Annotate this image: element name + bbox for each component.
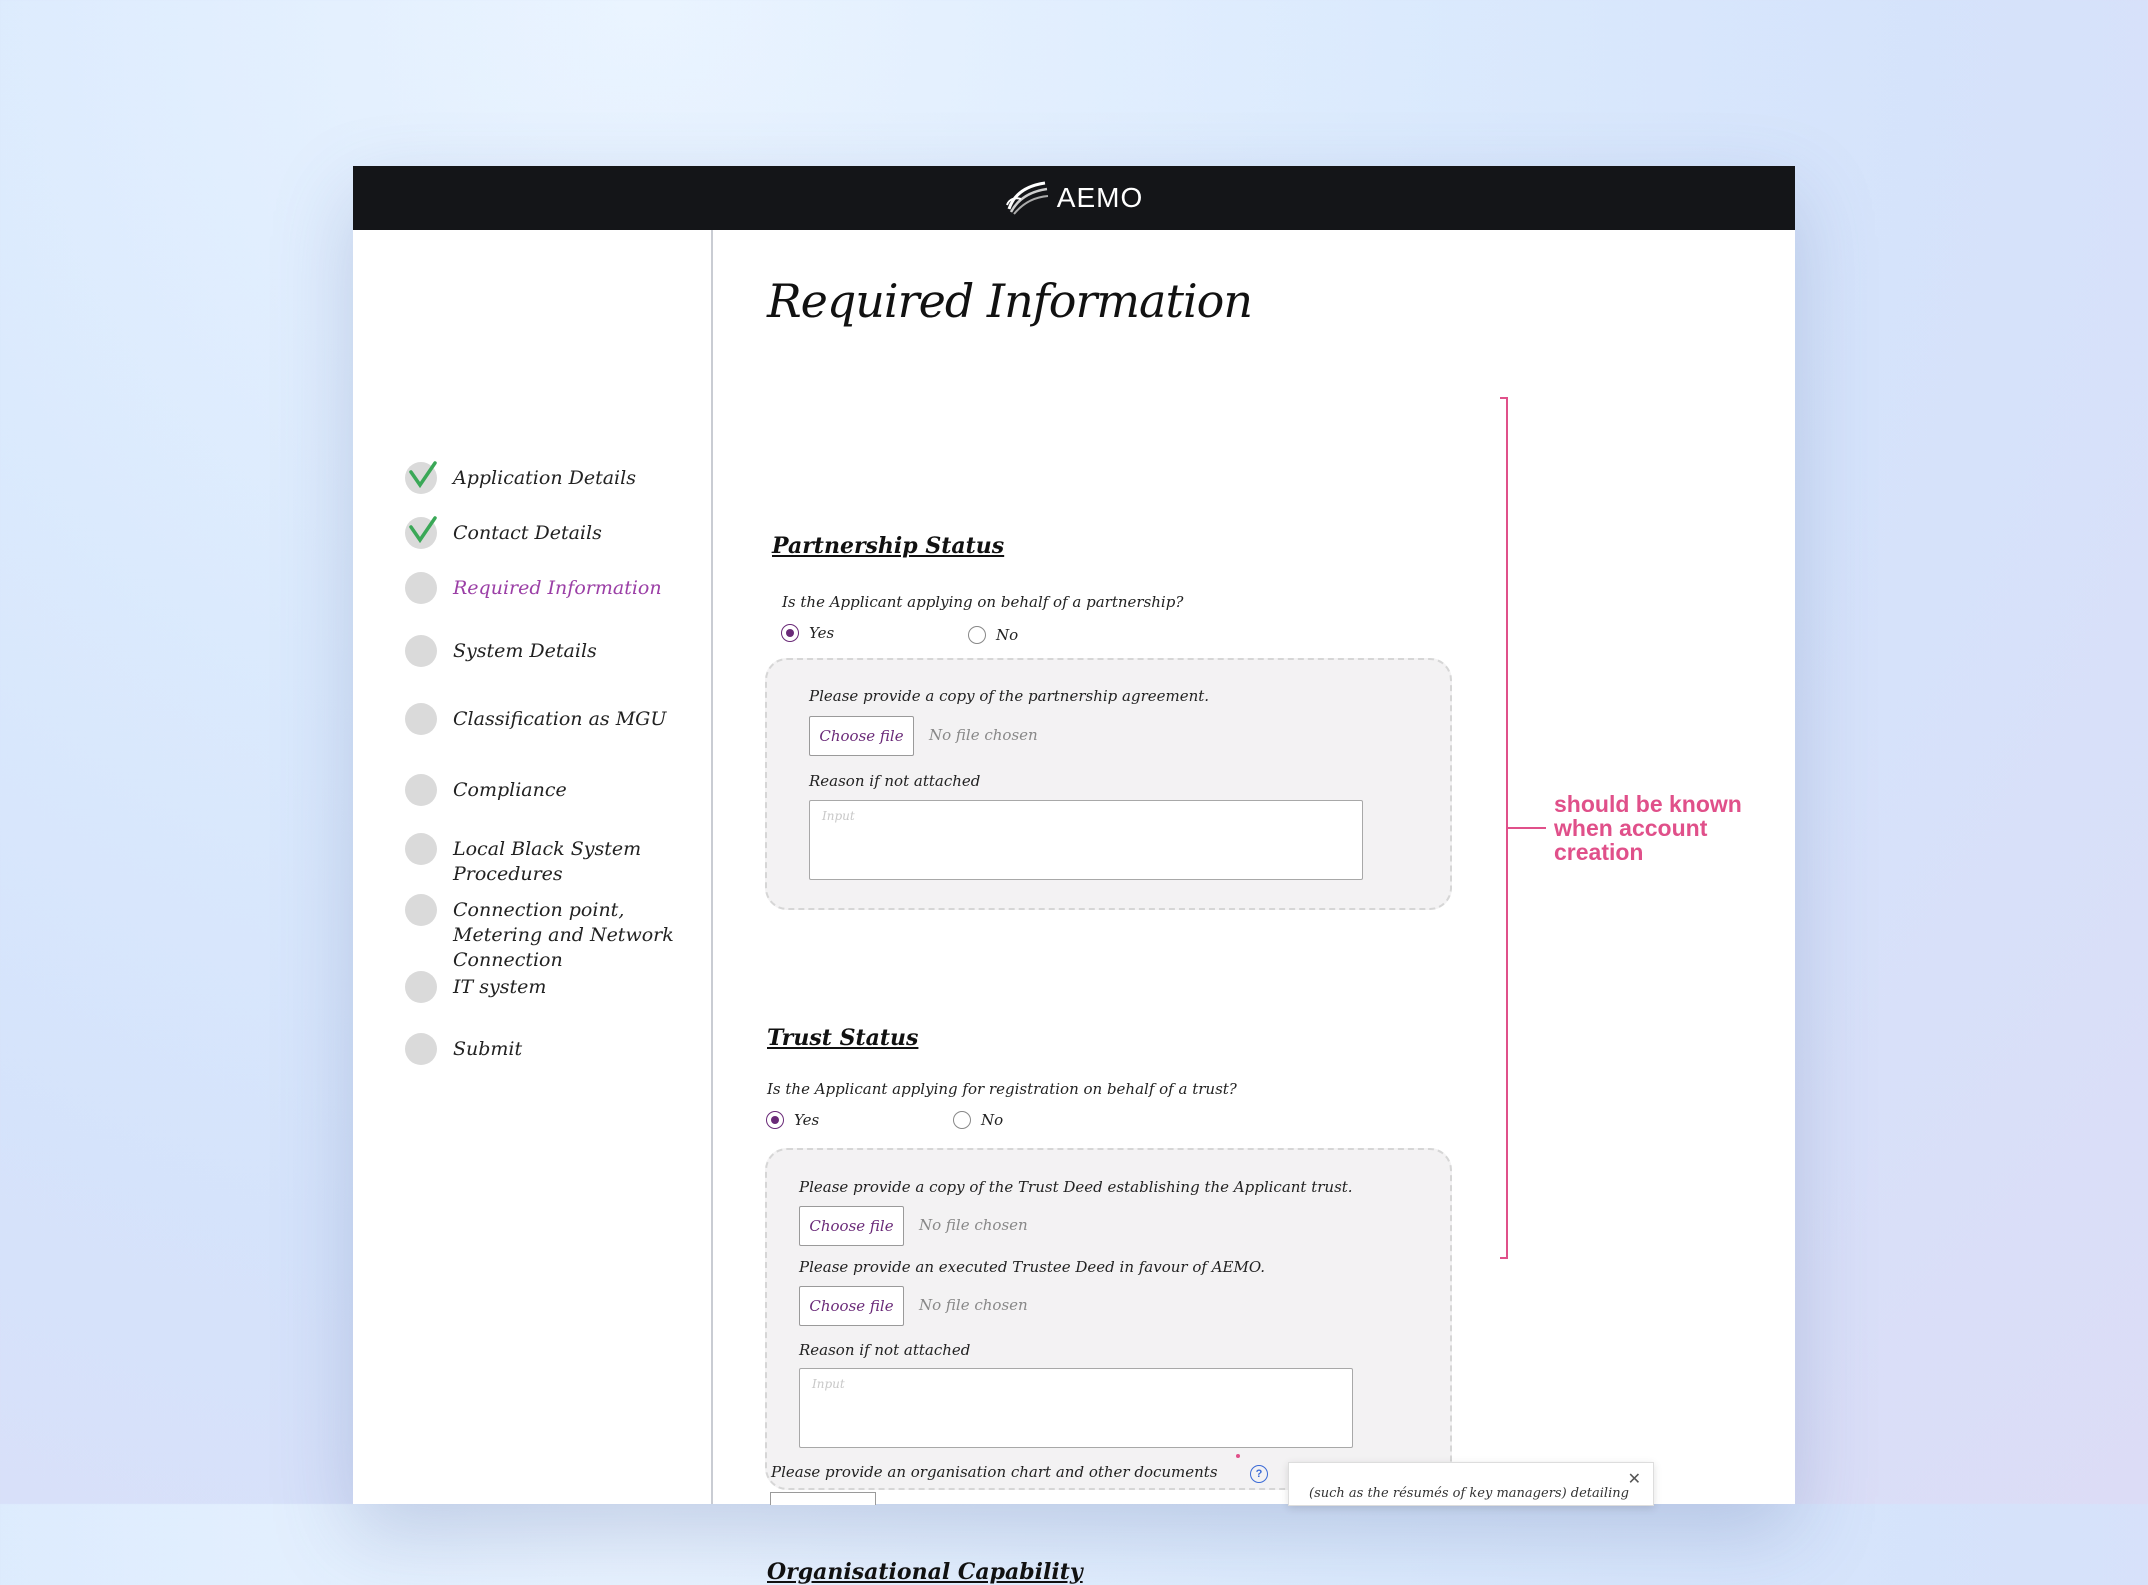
step-connection-point[interactable] (405, 894, 683, 973)
partnership-choose-file-button[interactable]: Choose file (809, 716, 914, 756)
step-label: IT system (453, 976, 547, 998)
top-bar (353, 166, 1795, 230)
main-content (748, 230, 1788, 1585)
radio-label: Yes (809, 624, 835, 642)
step-local-black-system[interactable] (405, 833, 683, 887)
radio-circle (781, 624, 799, 642)
step-system-details[interactable] (405, 635, 683, 667)
step-status-dot (405, 1033, 437, 1065)
check-icon (408, 460, 438, 490)
radio-circle (968, 626, 986, 644)
step-compliance[interactable] (405, 774, 683, 806)
step-status-dot (405, 462, 437, 494)
input-placeholder: Input (812, 1377, 845, 1391)
annotation-bracket-top (1500, 397, 1508, 399)
org-tooltip (1288, 1462, 1654, 1506)
annotation-note (1554, 792, 1774, 864)
partnership-yes-radio[interactable] (781, 624, 834, 642)
trust-deed-prompt: Please provide a copy of the Trust Deed establishing the Applicant trust. (799, 1178, 1353, 1196)
step-submit[interactable] (405, 1033, 683, 1065)
step-label: Submit (453, 1038, 523, 1060)
radio-label: Yes (794, 1111, 820, 1129)
step-label: Compliance (453, 779, 567, 801)
step-sidebar (353, 230, 713, 1504)
partnership-file-status: No file chosen (929, 726, 1038, 744)
step-status-dot (405, 703, 437, 735)
org-choose-file-button[interactable] (770, 1492, 876, 1505)
trust-reason-label: Reason if not attached (799, 1341, 971, 1359)
partnership-question: Is the Applicant applying on behalf of a partnership? (782, 593, 1184, 611)
org-section-title: Organisational Capability (767, 1559, 1083, 1585)
step-status-dot (405, 774, 437, 806)
input-placeholder: Input (822, 809, 855, 823)
step-label: Connection point, Metering and Network Connection (453, 899, 674, 971)
close-icon[interactable]: ✕ (1627, 1469, 1641, 1488)
trust-no-radio[interactable] (953, 1111, 1003, 1129)
annotation-line: should be known (1554, 791, 1742, 817)
step-status-dot (405, 971, 437, 1003)
help-icon[interactable]: ? (1250, 1465, 1268, 1483)
partnership-section-title: Partnership Status (772, 533, 1005, 559)
org-question: Please provide an organisation chart and other documents (771, 1463, 1218, 1481)
trust-deed-choose-file-button[interactable]: Choose file (799, 1206, 904, 1246)
step-application-details[interactable] (405, 462, 683, 494)
step-label: System Details (453, 640, 597, 662)
step-label: Local Black System Procedures (453, 838, 642, 885)
step-classification-mgu[interactable] (405, 703, 683, 735)
aemo-swirl-icon (1005, 179, 1051, 217)
annotation-connector (1508, 827, 1546, 829)
annotation-line: when account (1554, 815, 1708, 841)
tooltip-text: (such as the résumés of key managers) detailing (1309, 1486, 1629, 1501)
step-label: Application Details (453, 467, 636, 489)
required-marker (1236, 1454, 1240, 1458)
radio-circle (953, 1111, 971, 1129)
step-label: Classification as MGU (453, 708, 667, 730)
step-required-information[interactable] (405, 572, 683, 604)
partnership-upload-prompt: Please provide a copy of the partnership agreement. (809, 687, 1210, 705)
step-it-system[interactable] (405, 971, 683, 1003)
trust-section-title: Trust Status (767, 1025, 919, 1051)
page-title: Required Information (767, 274, 1252, 328)
step-label: Required Information (453, 577, 662, 599)
radio-label: No (981, 1111, 1004, 1129)
step-status-dot (405, 635, 437, 667)
partnership-reason-label: Reason if not attached (809, 772, 981, 790)
step-status-dot (405, 572, 437, 604)
radio-label: No (996, 626, 1019, 644)
trust-reason-input[interactable] (799, 1368, 1353, 1448)
aemo-logo (1005, 179, 1143, 217)
partnership-reason-input[interactable] (809, 800, 1363, 880)
partnership-no-radio[interactable] (968, 626, 1018, 644)
annotation-line: creation (1554, 839, 1644, 865)
radio-circle (766, 1111, 784, 1129)
trustee-deed-choose-file-button[interactable]: Choose file (799, 1286, 904, 1326)
step-contact-details[interactable] (405, 517, 683, 549)
trust-deed-file-status: No file chosen (919, 1216, 1028, 1234)
trustee-deed-file-status: No file chosen (919, 1296, 1028, 1314)
step-status-dot (405, 833, 437, 865)
logo-text: AEMO (1056, 182, 1144, 213)
annotation-bracket-bottom (1500, 1257, 1508, 1259)
trustee-deed-prompt: Please provide an executed Trustee Deed in favour of AEMO. (799, 1258, 1266, 1276)
sidebar-divider (711, 230, 713, 1504)
step-status-dot (405, 517, 437, 549)
check-icon (408, 515, 438, 545)
trust-yes-radio[interactable] (766, 1111, 819, 1129)
step-status-dot (405, 894, 437, 926)
step-label: Contact Details (453, 522, 602, 544)
trust-question: Is the Applicant applying for registration on behalf of a trust? (767, 1080, 1237, 1098)
